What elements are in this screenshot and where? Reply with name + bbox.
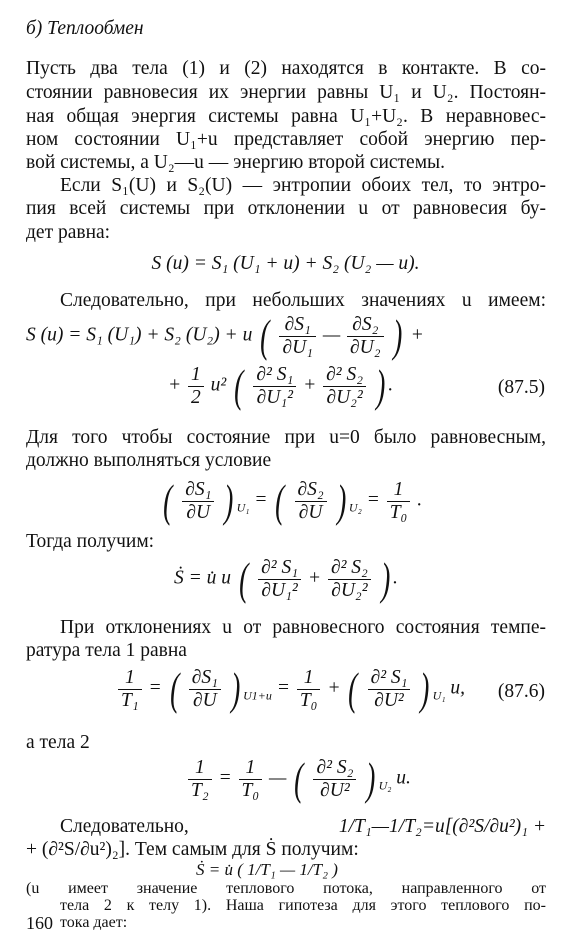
paragraph-line: Для того чтобы состояние при u=0 было равновесным, [26,427,546,448]
fraction [368,667,411,712]
section-heading: б) Теплообмен [26,18,144,39]
denominator: ∂U [298,501,323,523]
right-paren: ) [224,475,234,526]
left-paren: ( [169,663,179,714]
numerator: ∂² S₂ [313,757,356,780]
numerator: ∂² S₂ [323,364,366,387]
plus-sign: + [168,374,182,396]
numerator: ∂² S₁ [368,667,411,690]
eq8-lhs: Ṡ = u̇ [196,860,233,879]
fraction [347,314,384,359]
paragraph-line: 1/T₁—1/T₂=u[(∂²S/∂u²)₁ + [338,816,546,837]
equation-number: (87.6) [497,681,545,702]
paragraph-line: должно выполняться условие [26,450,272,471]
paragraph-line: (u имеет значение теплового потока, направленного от [26,880,546,897]
period: . [417,489,423,511]
left-paren: ( [163,475,173,526]
equation-expansion-line1 [26,310,424,361]
equation-entropy-rate-final: Ṡ = u̇ ( 1/T₁ — 1/T₂ ) [196,860,338,879]
left-paren: ( [275,475,285,526]
minus-sign: — [322,324,341,346]
numerator: 1 [118,667,142,690]
left-paren: ( [294,753,304,804]
equation-number: (87.5) [497,377,545,398]
equation-temperature-body2 [186,753,411,804]
page-number: 160 [26,913,53,933]
denominator: ∂U₂² [326,386,363,408]
fraction [239,757,263,802]
denominator: ∂U₁ [282,336,313,358]
left-paren: ( [260,310,270,361]
numerator: 1 [297,667,321,690]
fraction [295,479,327,524]
numerator: ∂² S₁ [253,364,296,387]
denominator: ∂U² [320,779,350,801]
eq5-lhs: Ṡ = u̇ u [174,567,232,589]
minus-sign: — [280,860,296,879]
denominator: T₀ [389,501,408,523]
equation-entropy-rate [174,553,398,604]
fraction [188,757,212,802]
fraction [182,479,214,524]
numerator: 1 [239,757,263,780]
plus-sign: + [303,374,317,396]
plus-sign: + [307,567,322,589]
period: . [388,374,394,396]
paragraph-line: Тогда получим: [26,531,155,552]
numerator: 1 [188,364,204,387]
left-paren: ( [237,860,243,879]
fraction [323,364,366,409]
equals-sign: = [254,489,268,511]
numerator: ∂S₁ [182,479,214,502]
numerator: 1 [188,757,212,780]
paragraph-line: вой системы, а U₂—u — энергию второй системы. [26,152,446,173]
denominator: ∂U₁² [256,386,293,408]
equals-sign: = [366,489,380,511]
denominator: ∂U² [374,689,404,711]
fraction [253,364,296,409]
right-paren: ) [332,860,338,879]
subscript: U₂ [378,778,392,793]
equation-equilibrium-condition [160,475,423,526]
denominator: T₂ [312,860,328,879]
equals-sign: = [148,677,162,699]
denominator: T₁ [121,689,139,711]
fraction [258,557,301,602]
paragraph-line: тела 2 к телу 1). Наша гипотеза для этого теплового по- [60,897,546,914]
plus-sign: + [327,677,341,699]
paragraph-line: ратура тела 1 равна [26,640,187,661]
right-paren: ) [380,553,390,604]
numerator: 1 [247,860,256,879]
u-factor: u. [396,767,411,789]
fraction [297,667,321,712]
equals-sign: = [276,677,290,699]
right-paren: ) [376,360,386,411]
paragraph-line: тока дает: [60,914,128,931]
fraction-half [188,364,204,409]
period: . [393,567,398,589]
numerator: 1 [299,860,308,879]
right-paren: ) [230,663,241,714]
paragraph-line: дет равна: [26,222,111,243]
paragraph-line: Пусть два тела (1) и (2) находятся в контакте. В со- [26,58,546,79]
numerator: ∂² S₂ [328,557,371,580]
paragraph-line: пия всей системы при отклонении u от равновесия бу- [26,198,546,219]
denominator: T₀ [241,779,260,801]
numerator: 1 [387,479,411,502]
right-paren: ) [393,310,403,361]
minus-sign: — [269,767,287,789]
paragraph-line: ном состоянии U₁+u представляет собой энергию пер- [26,129,546,150]
equals-sign: = [218,767,232,789]
fraction [279,314,316,359]
numerator: ∂S₂ [347,314,384,337]
right-paren: ) [366,753,376,804]
eq2-lhs: S (u) = S₁ (U₁) + S₂ (U₂) + u [26,324,253,346]
paragraph-line: + (∂²S/∂u²)₂]. Тем самым для Ṡ получим: [26,839,359,860]
equation-expansion-line2 [168,360,394,411]
right-paren: ) [420,663,430,714]
denominator: T₁ [260,860,276,879]
paragraph-line: ная общая энергия системы равна U₁+U₂. В неравновес- [26,106,546,127]
paragraph-line: Если S₁(U) и S₂(U) — энтропии обоих тел, то энтро- [60,175,546,196]
subscript: U₁ [236,500,250,515]
plus-sign: + [410,324,424,346]
paragraph-line: а тела 2 [26,732,90,753]
right-paren: ) [336,475,346,526]
denominator: ∂U₂² [331,579,368,601]
equation-temperature-body1 [116,663,465,714]
subscript: U₂ [348,500,362,515]
denominator: ∂U [186,501,211,523]
subscript: U₁ [432,688,446,703]
left-paren: ( [234,360,244,411]
denominator: ∂U₁² [261,579,298,601]
numerator: ∂S₂ [295,479,327,502]
numerator: ∂S₁ [189,667,221,690]
subscript: U1+u [243,688,272,703]
left-paren: ( [348,663,358,714]
fraction [118,667,142,712]
fraction [328,557,371,602]
fraction [189,667,221,712]
paragraph-line: Следовательно, при небольших значениях u имеем: [60,290,546,311]
denominator: 2 [191,386,201,408]
paragraph-line: стоянии равновесия их энергии равны U₁ и U₂. Постоян- [26,82,546,103]
left-paren: ( [238,553,249,604]
paragraph-line: При отклонениях u от равновесного состояния темпе- [60,617,546,638]
numerator: ∂² S₁ [258,557,301,580]
u-factor: u, [450,677,465,699]
denominator: ∂U [192,689,217,711]
equation-entropy-sum: S (u) = S₁ (U₁ + u) + S₂ (U₂ — u). [151,253,420,274]
paragraph-line: Следовательно, [60,816,189,837]
fraction [313,757,356,802]
denominator: T₂ [191,779,209,801]
fraction [387,479,411,524]
numerator: ∂S₁ [279,314,316,337]
denominator: ∂U₂ [350,336,381,358]
u-squared: u² [210,374,227,396]
denominator: T₀ [299,689,318,711]
